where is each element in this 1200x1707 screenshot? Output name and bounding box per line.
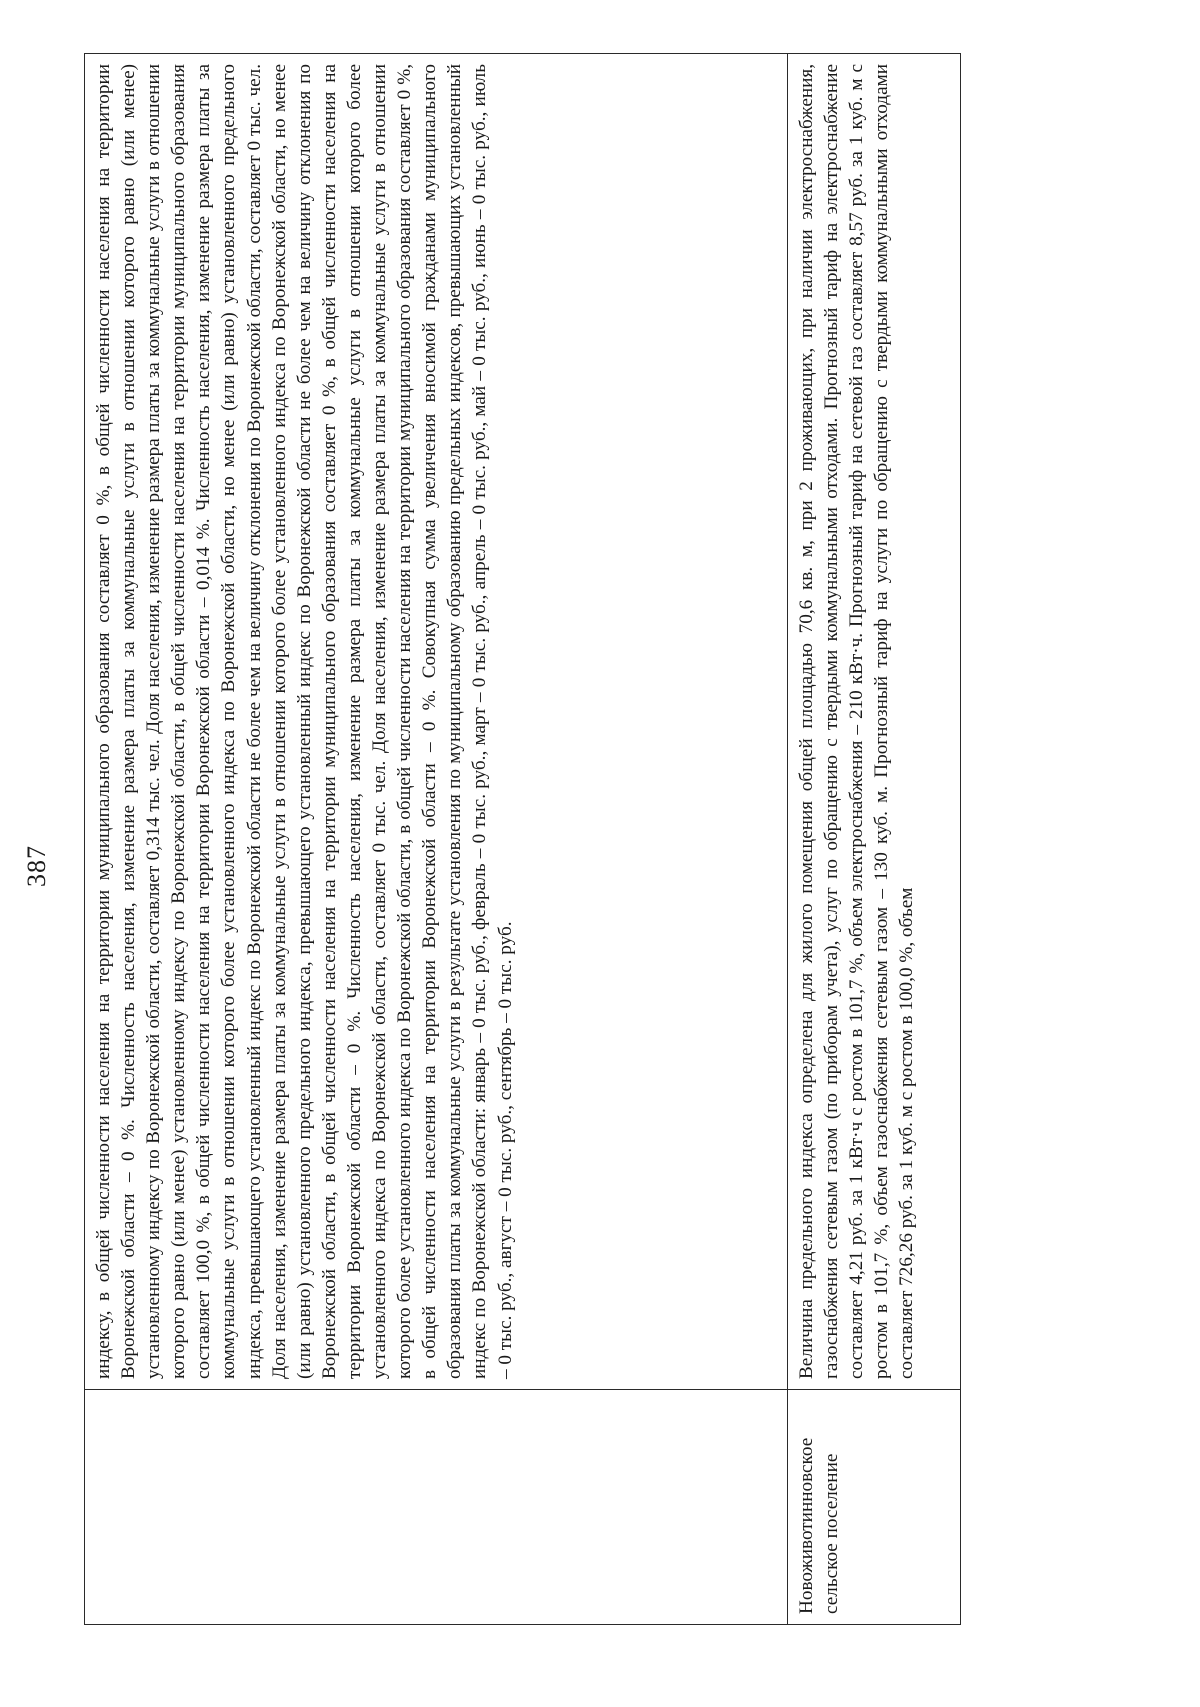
description-cell: Величина предельного индекса определена для жилого помещения общей площадью 70,6 кв. м, при 2 проживающих, при наличии электроснабжения, газоснабжения сетевым газом (по приборам учета), услуг по обращению с твердыми коммунальными отходами. Прогнозный тариф на электроснабжение составляет 4,21 руб. за 1 кВт·ч с ростом в 101,7 %, объем электроснабжения – 210 кВт·ч. Прогнозный тариф на сетевой газ составляет 8,57 руб. за 1 куб. м с ростом в 101,7 %, объем газоснабжения сетевым газом – 130 куб. м. Прогнозный тариф на услуги по обращению с твердыми коммунальными отходами составляет 726,26 руб. за 1 куб. м с ростом в 100,0 %, объем (788, 54, 961, 1390)
description-cell: индексу, в общей численности населения на территории муниципального образования составляет 0 %, в общей численности населения на территории Воронежской области – 0 %. Численность населения, изменение размера платы за коммунальные услуги в отношении которого равно (или менее) установленному индексу по Воронежской области, составляет 0,314 тыс. чел. Доля населения, изменение размера платы за коммунальные услуги в отношении которого равно (или менее) установленному индексу по Воронежской области, в общей численности населения на территории муниципального образования составляет 100,0 %, в общей численности населения на территории Воронежской области – 0,014 %. Численность населения, изменение размера платы за коммунальные услуги в отношении которого более установленного индекса по Воронежской области, но менее (или равно) установленного предельного индекса, превышающего установленный индекс по Воронежской области не более чем на величину отклонения по Воронежской области, составляет 0 тыс. чел. Доля населения, изменение размера платы за коммунальные услуги в отношении которого более установленного индекса по Воронежской области, но менее (или равно) установленного предельного индекса, превышающего установленный индекс по Воронежской области не более чем на величину отклонения по Воронежской области, в общей численности населения на территории муниципального образования составляет 0 %, в общей численности населения на территории Воронежской области – 0 %. Численность населения, изменение размера платы за коммунальные услуги в отношении которого более установленного индекса по Воронежской области, составляет 0 тыс. чел. Доля населения, изменение размера платы за коммунальные услуги в отношении которого более установленного индекса по Воронежской области, в общей численности населения на территории муниципального образования составляет 0 %, в общей численности населения на территории Воронежской области – 0 %. Совокупная сумма увеличения вносимой гражданами муниципального образования платы за коммунальные услуги в результате установления по муниципальному образованию предельных индексов, превышающих установленный индекс по Воронежской области: январь – 0 тыс. руб., февраль – 0 тыс. руб., март – 0 тыс. руб., апрель – 0 тыс. руб., май – 0 тыс. руб., июнь – 0 тыс. руб., июль – 0 тыс. руб., август – 0 тыс. руб., сентябрь – 0 тыс. руб. (85, 54, 788, 1390)
municipality-cell (85, 1390, 788, 1625)
page-number: 387 (22, 845, 51, 887)
municipality-cell: Новоживотинновское сельское поселение (788, 1390, 961, 1625)
table-row (788, 54, 961, 1625)
document-table (84, 53, 961, 1625)
table-row (85, 54, 788, 1625)
